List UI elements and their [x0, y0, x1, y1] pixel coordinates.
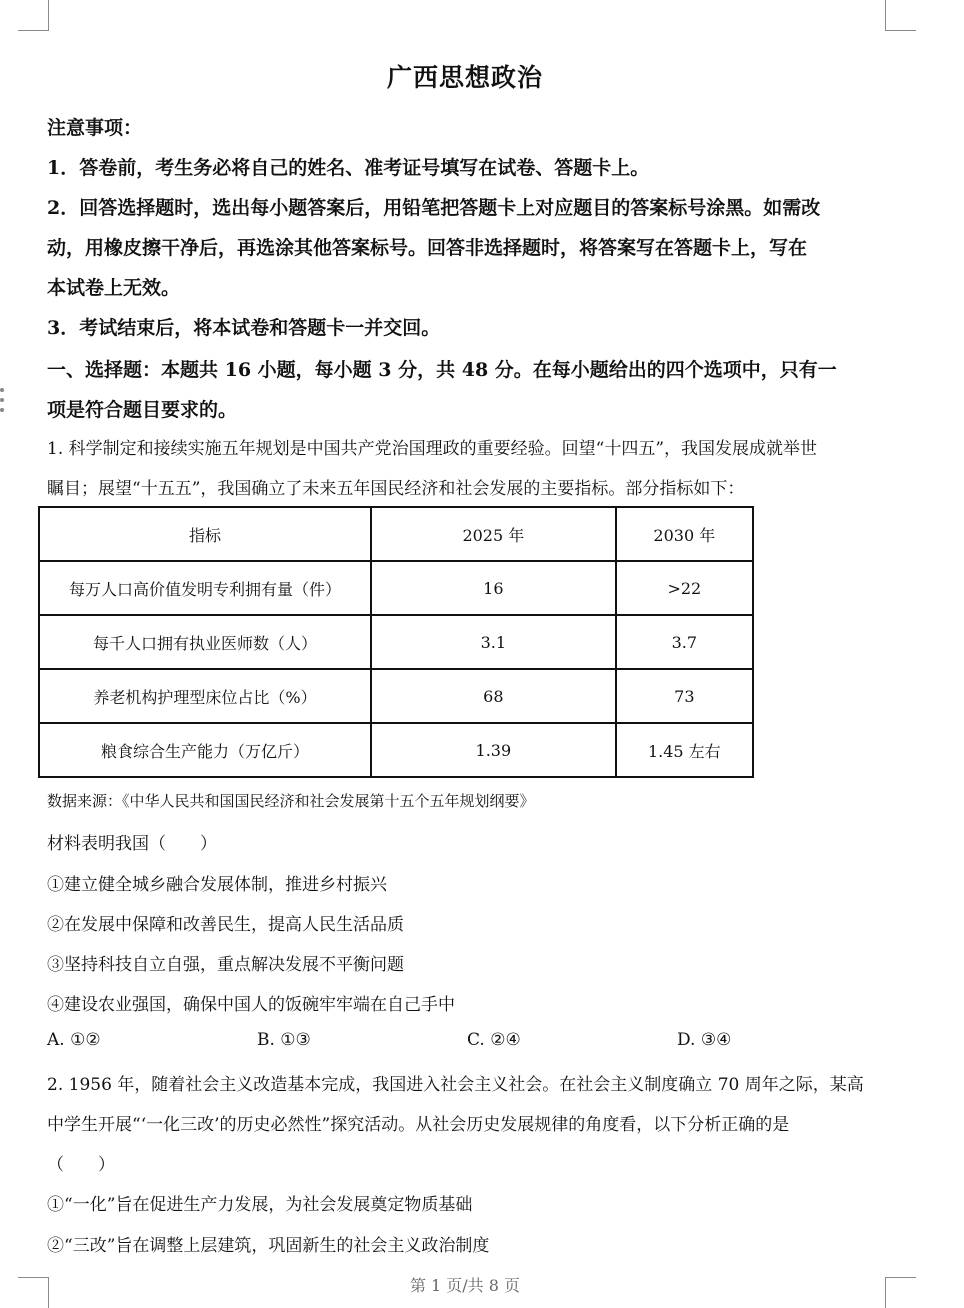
indicator-table [38, 506, 754, 778]
q1-statement-2: ②在发展中保障和改善民生，提高人民生活品质 [47, 915, 404, 935]
q1-options [47, 1030, 847, 1054]
section-heading-line-2: 项是符合题目要求的。 [47, 399, 238, 421]
table-cell: 养老机构护理型床位占比（%） [39, 669, 371, 723]
q1-stem-line-1: 1. 科学制定和接续实施五年规划是中国共产党治国理政的重要经验。回望“十四五”，我国发展成就举世 [47, 439, 818, 459]
option-a[interactable]: A. ①② [47, 1030, 101, 1050]
table-row [39, 723, 753, 777]
crop-mark-top-left [18, 0, 49, 31]
side-handle-icon[interactable] [0, 388, 4, 418]
table-cell: 16 [371, 561, 616, 615]
table-cell: 粮食综合生产能力（万亿斤） [39, 723, 371, 777]
q2-stem-line-2: 中学生开展“‘一化三改’的历史必然性”探究活动。从社会历史发展规律的角度看，以下分析正确的是 [47, 1115, 790, 1135]
page-number: 第 1 页/共 8 页 [409, 1276, 521, 1295]
notice-heading: 注意事项： [47, 117, 143, 139]
notice-item-2-line-2: 动，用橡皮擦干净后，再选涂其他答案标号。回答非选择题时，将答案写在答题卡上，写在 [47, 237, 808, 259]
q1-stem-line-2: 瞩目；展望“十五五”，我国确立了未来五年国民经济和社会发展的主要指标。部分指标如下： [47, 479, 745, 499]
option-c[interactable]: C. ②④ [467, 1030, 521, 1050]
table-cell: 每千人口拥有执业医师数（人） [39, 615, 371, 669]
page-title: 广西思想政治 [386, 63, 543, 92]
notice-item-2-line-3: 本试卷上无效。 [47, 277, 181, 299]
option-b[interactable]: B. ①③ [257, 1030, 311, 1050]
table-row [39, 561, 753, 615]
crop-mark-top-right [885, 0, 916, 31]
q1-statement-3: ③坚持科技自立自强，重点解决发展不平衡问题 [47, 955, 404, 975]
q2-stem-line-1: 2. 1956 年，随着社会主义改造基本完成，我国进入社会主义社会。在社会主义制度确立 70 周年之际，某高 [47, 1075, 864, 1095]
q2-statement-1: ①“一化”旨在促进生产力发展，为社会发展奠定物质基础 [47, 1195, 473, 1215]
table-cell: 1.45 左右 [616, 723, 753, 777]
table-row [39, 615, 753, 669]
option-d[interactable]: D. ③④ [677, 1030, 732, 1050]
q1-statement-4: ④建设农业强国，确保中国人的饭碗牢牢端在自己手中 [47, 995, 455, 1015]
table-cell: 每万人口高价值发明专利拥有量（件） [39, 561, 371, 615]
section-heading-line-1: 一、选择题：本题共 16 小题，每小题 3 分，共 48 分。在每小题给出的四个选项中，只有一 [47, 359, 837, 381]
table-header-cell: 2025 年 [371, 507, 616, 561]
q2-stem-line-3: （ ） [47, 1155, 115, 1175]
table-cell: 1.39 [371, 723, 616, 777]
table-cell: 3.7 [616, 615, 753, 669]
notice-item-2-line-1: 2．回答选择题时，选出每小题答案后，用铅笔把答题卡上对应题目的答案标号涂黑。如需改 [47, 197, 821, 219]
table-header-row [39, 507, 753, 561]
table-cell: 68 [371, 669, 616, 723]
q1-statement-1: ①建立健全城乡融合发展体制，推进乡村振兴 [47, 875, 387, 895]
q2-statement-2: ②“三改”旨在调整上层建筑，巩固新生的社会主义政治制度 [47, 1236, 490, 1256]
notice-item-3: 3．考试结束后，将本试卷和答题卡一并交回。 [47, 317, 441, 339]
notice-item-1: 1．答卷前，考生务必将自己的姓名、准考证号填写在试卷、答题卡上。 [47, 157, 650, 179]
q1-prompt: 材料表明我国（ ） [47, 834, 217, 854]
table-cell: 3.1 [371, 615, 616, 669]
table-row [39, 669, 753, 723]
table-cell: >22 [616, 561, 753, 615]
table-cell: 73 [616, 669, 753, 723]
table-source-note: 数据来源：《中华人民共和国国民经济和社会发展第十五个五年规划纲要》 [47, 792, 535, 810]
table-header-cell: 2030 年 [616, 507, 753, 561]
table-header-cell: 指标 [39, 507, 371, 561]
